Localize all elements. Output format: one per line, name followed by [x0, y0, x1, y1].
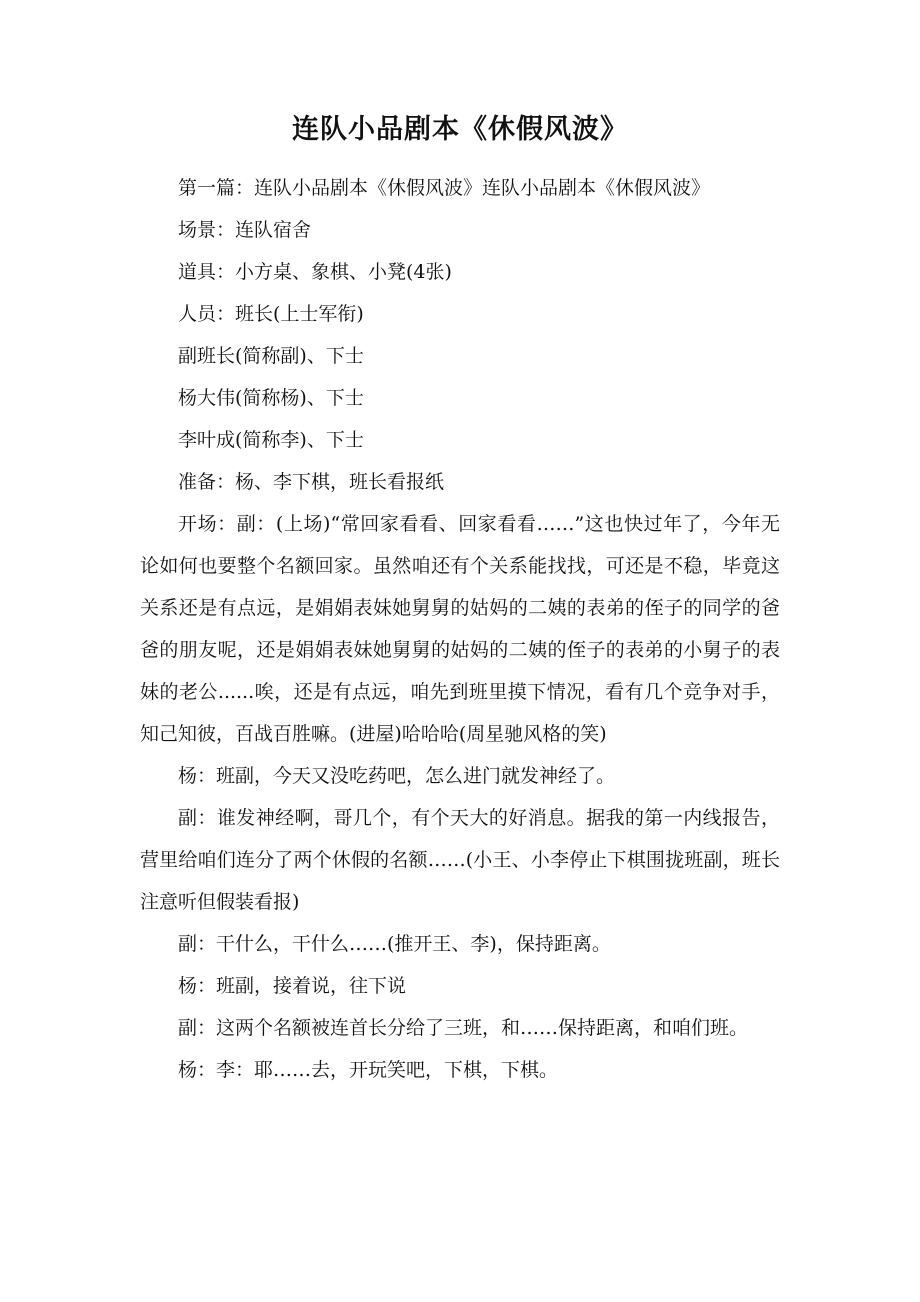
paragraph-opening: 开场：副：(上场)“常回家看看、回家看看……”这也快过年了，今年无论如何也要整个名额回家。虽然咱还有个关系能找找，可还是不稳，毕竟这关系还是有点远，是娟娟表妹她舅舅的姑妈的二姨的表弟的侄子的同学的爸爸的朋友呢，还是娟娟表妹她舅舅的姑妈的二姨的侄子的表弟的小舅子的表妹的老公......唉，还是有点远，咱先到班里摸下情况，看有几个竞争对手，知己知彼，百战百胜嘛。(进屋)哈哈哈(周星驰风格的笑) [140, 513, 780, 745]
paragraph-preparation: 准备：杨、李下棋，班长看报纸 [178, 471, 445, 493]
paragraph-chapter-heading: 第一篇：连队小品剧本《休假风波》连队小品剧本《休假风波》 [178, 177, 711, 199]
paragraph-cast-deputy: 副班长(简称副)、下士 [178, 345, 364, 367]
paragraph-dialogue: 杨：李：耶……去，开玩笑吧，下棋，下棋。 [178, 1059, 559, 1081]
paragraph-props: 道具：小方桌、象棋、小凳(4张) [178, 261, 452, 283]
paragraph-scene: 场景：连队宿舍 [178, 219, 312, 241]
paragraph-dialogue: 杨：班副，接着说，往下说 [178, 975, 407, 997]
paragraph-dialogue: 杨：班副，今天又没吃药吧，怎么进门就发神经了。 [178, 765, 616, 787]
paragraph-dialogue: 副：干什么，干什么……(推开王、李)，保持距离。 [178, 933, 611, 955]
paragraph-dialogue: 副：这两个名额被连首长分给了三班，和……保持距离，和咱们班。 [178, 1017, 749, 1039]
document-body [140, 167, 780, 1091]
paragraph-cast-yang: 杨大伟(简称杨)、下士 [178, 387, 364, 409]
paragraph-cast-li: 李叶成(简称李)、下士 [178, 429, 364, 451]
paragraph-cast-leader: 人员：班长(上士军衔) [178, 303, 364, 325]
paragraph-dialogue: 副：谁发神经啊，哥几个，有个天大的好消息。据我的第一内线报告，营里给咱们连分了两个休假的名额……(小王、小李停止下棋围拢班副，班长注意听但假装看报) [140, 807, 780, 913]
document-title: 连队小品剧本《休假风波》 [292, 114, 628, 145]
